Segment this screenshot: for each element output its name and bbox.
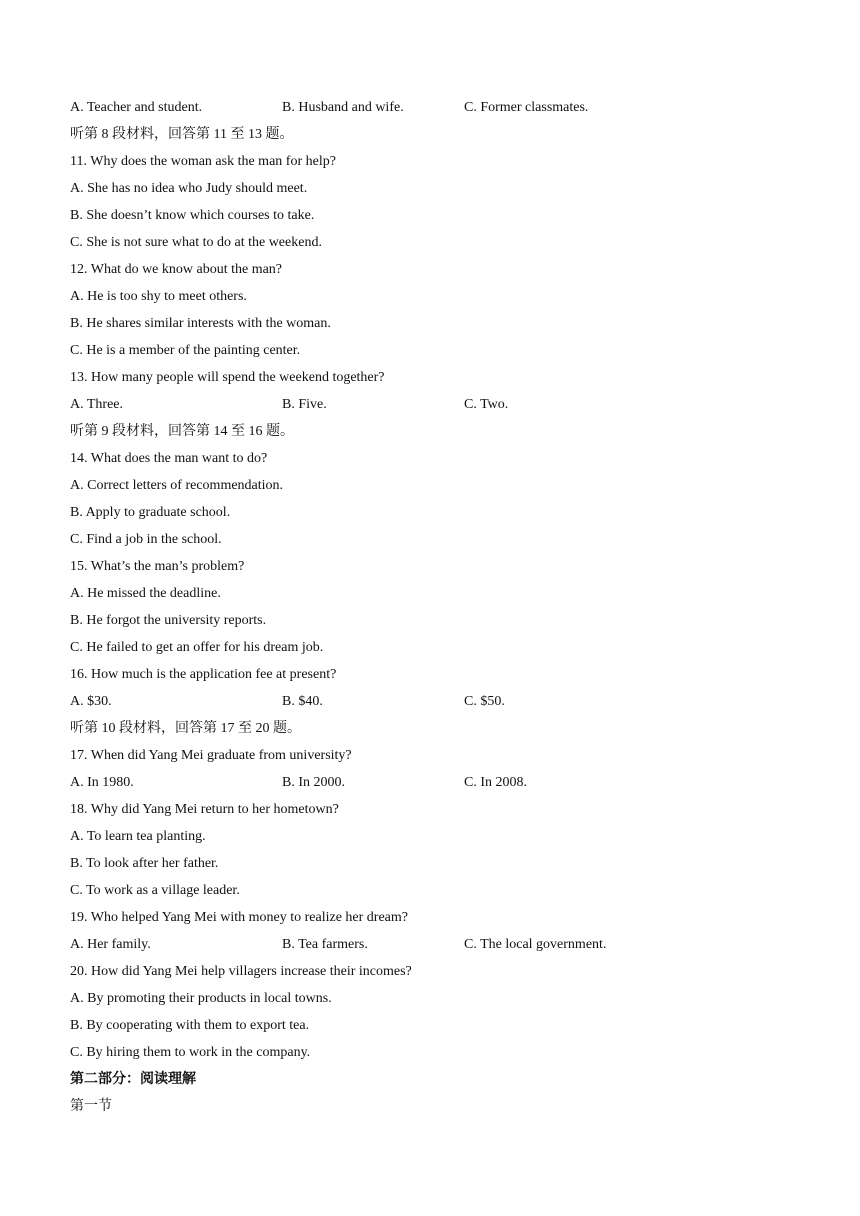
option-b: B. Five. bbox=[282, 397, 327, 412]
question: 11. Why does the woman ask the man for help? bbox=[70, 154, 336, 169]
question: 20. How did Yang Mei help villagers increase their incomes? bbox=[70, 964, 412, 979]
answer-option: A. He missed the deadline. bbox=[70, 586, 221, 601]
answer-option: B. To look after her father. bbox=[70, 856, 219, 871]
answer-option: C. By hiring them to work in the company. bbox=[70, 1045, 311, 1060]
answer-option: C. To work as a village leader. bbox=[70, 883, 240, 898]
answer-option: C. He failed to get an offer for his dream job. bbox=[70, 640, 324, 655]
answer-option: B. She doesn’t know which courses to take. bbox=[70, 208, 315, 223]
answer-options-row bbox=[70, 936, 790, 963]
answer-options-row bbox=[70, 396, 790, 423]
answer-option: B. He shares similar interests with the woman. bbox=[70, 316, 331, 331]
question: 12. What do we know about the man? bbox=[70, 262, 283, 277]
option-c: C. Two. bbox=[464, 397, 509, 412]
option-a: A. In 1980. bbox=[70, 775, 134, 790]
question: 18. Why did Yang Mei return to her hometown? bbox=[70, 802, 339, 817]
option-a: A. Teacher and student. bbox=[70, 100, 203, 115]
question: 16. How much is the application fee at present? bbox=[70, 667, 337, 682]
answer-option: B. He forgot the university reports. bbox=[70, 613, 267, 628]
answer-option: A. Correct letters of recommendation. bbox=[70, 478, 284, 493]
question: 13. How many people will spend the weekend together? bbox=[70, 370, 385, 385]
answer-option: C. Find a job in the school. bbox=[70, 532, 222, 547]
answer-option: B. Apply to graduate school. bbox=[70, 505, 231, 520]
option-b: B. $40. bbox=[282, 694, 323, 709]
option-b: B. Tea farmers. bbox=[282, 937, 368, 952]
question: 14. What does the man want to do? bbox=[70, 451, 268, 466]
instruction-line: 听第 10 段材料，回答第 17 至 20 题。 bbox=[70, 721, 301, 736]
question: 19. Who helped Yang Mei with money to realize her dream? bbox=[70, 910, 408, 925]
answer-option: A. She has no idea who Judy should meet. bbox=[70, 181, 308, 196]
instruction-line: 听第 9 段材料，回答第 14 至 16 题。 bbox=[70, 424, 294, 439]
answer-option: B. By cooperating with them to export tea. bbox=[70, 1018, 310, 1033]
option-a: A. Her family. bbox=[70, 937, 151, 952]
answer-options-row bbox=[70, 774, 790, 801]
option-c: C. In 2008. bbox=[464, 775, 527, 790]
question: 17. When did Yang Mei graduate from university? bbox=[70, 748, 352, 763]
option-c: C. $50. bbox=[464, 694, 505, 709]
section-heading: 第二部分：阅读理解 bbox=[70, 1072, 196, 1087]
question: 15. What’s the man’s problem? bbox=[70, 559, 245, 574]
option-b: B. In 2000. bbox=[282, 775, 345, 790]
option-c: C. The local government. bbox=[464, 937, 607, 952]
option-c: C. Former classmates. bbox=[464, 100, 589, 115]
answer-option: C. He is a member of the painting center. bbox=[70, 343, 301, 358]
instruction-line: 听第 8 段材料，回答第 11 至 13 题。 bbox=[70, 127, 294, 142]
answer-option: A. To learn tea planting. bbox=[70, 829, 206, 844]
option-b: B. Husband and wife. bbox=[282, 100, 404, 115]
answer-options-row bbox=[70, 693, 790, 720]
option-a: A. Three. bbox=[70, 397, 123, 412]
answer-option: A. By promoting their products in local towns. bbox=[70, 991, 332, 1006]
instruction-line: 第一节 bbox=[70, 1099, 112, 1114]
option-a: A. $30. bbox=[70, 694, 112, 709]
document-content bbox=[70, 99, 790, 1125]
answer-option: C. She is not sure what to do at the weekend. bbox=[70, 235, 322, 250]
answer-options-row bbox=[70, 99, 790, 126]
answer-option: A. He is too shy to meet others. bbox=[70, 289, 247, 304]
